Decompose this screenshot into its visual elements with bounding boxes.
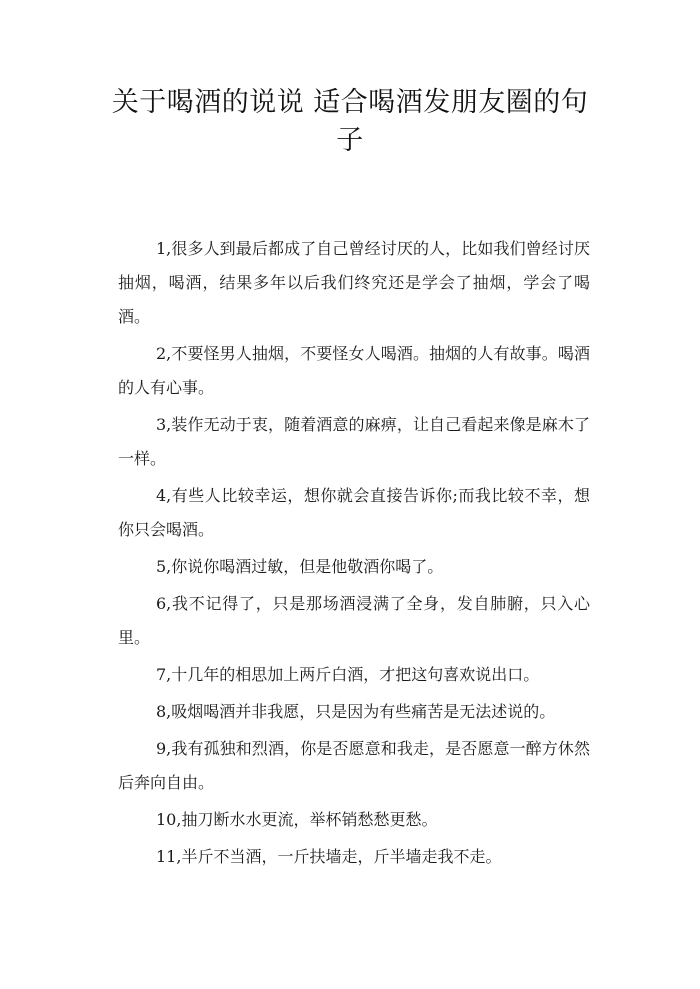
- paragraph-5: 5,你说你喝酒过敏，但是他敬酒你喝了。: [156, 557, 444, 576]
- document-title: 关于喝酒的说说 适合喝酒发朋友圈的句子: [111, 87, 589, 156]
- paragraph-10: 10,抽刀断水水更流，举杯销愁愁更愁。: [156, 810, 438, 829]
- paragraph-8: 8,吸烟喝酒并非我愿，只是因为有些痛苦是无法述说的。: [156, 702, 556, 721]
- paragraph-3: 3,装作无动于衷，随着酒意的麻痹，让自己看起来像是麻木了一样。: [118, 415, 590, 468]
- paragraph-2: 2,不要怪男人抽烟，不要怪女人喝酒。抽烟的人有故事。喝酒的人有心事。: [118, 344, 590, 397]
- paragraph-11: 11,半斤不当酒，一斤扶墙走，斤半墙走我不走。: [156, 847, 502, 866]
- paragraph-7: 7,十几年的相思加上两斤白酒，才把这句喜欢说出口。: [156, 665, 540, 684]
- paragraph-6: 6,我不记得了，只是那场酒浸满了全身，发自肺腑，只入心里。: [118, 594, 590, 647]
- document-body: [118, 232, 590, 877]
- paragraph-1: 1,很多人到最后都成了自己曾经讨厌的人，比如我们曾经讨厌抽烟，喝酒，结果多年以后我们终究还是学会了抽烟，学会了喝酒。: [118, 239, 590, 326]
- paragraph-4: 4,有些人比较幸运，想你就会直接告诉你;而我比较不幸，想你只会喝酒。: [118, 486, 590, 539]
- paragraph-9: 9,我有孤独和烈酒，你是否愿意和我走，是否愿意一醉方休然后奔向自由。: [118, 739, 590, 792]
